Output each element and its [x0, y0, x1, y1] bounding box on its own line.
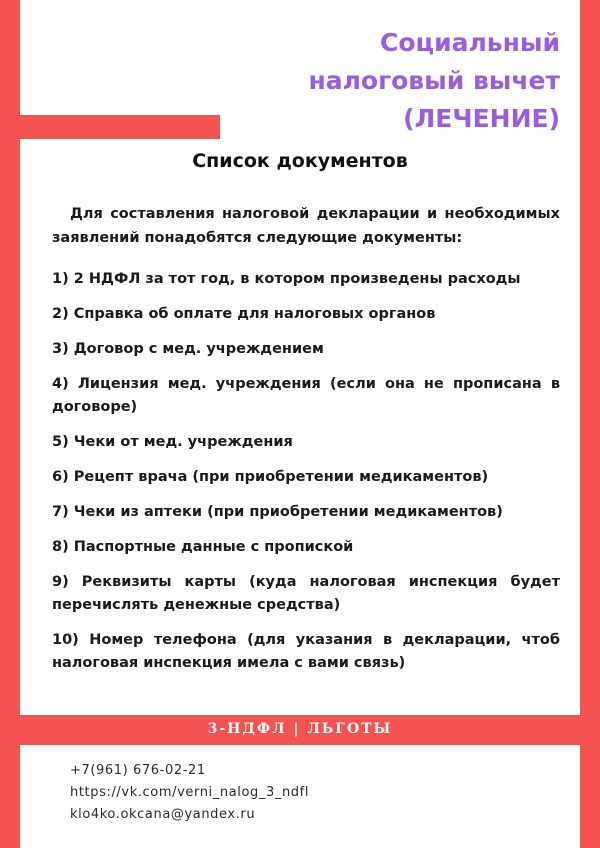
list-item: 6) Рецепт врача (при приобретении медикаментов): [52, 469, 489, 485]
page-title: [160, 24, 560, 138]
list-item: 4) Лицензия мед. учреждения (если она не прописана в договоре): [52, 376, 560, 415]
list-item: 8) Паспортные данные с пропиской: [52, 539, 354, 555]
list-item: 2) Справка об оплате для налоговых органов: [52, 306, 436, 322]
title-line-2: налоговый вычет: [308, 66, 560, 95]
title-line-3: (ЛЕЧЕНИЕ): [403, 104, 560, 133]
intro-paragraph: Для составления налоговой декларации и необходимых заявлений понадобятся следующие документы:: [52, 206, 560, 246]
contact-phone[interactable]: +7(961) 676-02-21: [70, 763, 206, 778]
list-item: 9) Реквизиты карты (куда налоговая инспекция будет перечислять денежные средства): [52, 574, 560, 613]
documents-list: [52, 268, 560, 687]
section-heading: Список документов: [192, 150, 408, 172]
list-item: 3) Договор с мед. учреждением: [52, 341, 324, 357]
list-item: 1) 2 НДФЛ за тот год, в котором произведены расходы: [52, 271, 521, 287]
contact-email[interactable]: klo4ko.okcana@yandex.ru: [70, 807, 256, 822]
footer-banner: 3-НДФЛ | ЛЬГОТЫ: [207, 721, 393, 737]
list-item: 10) Номер телефона (для указания в декларации, чтоб налоговая инспекция имела с вами связь): [52, 632, 560, 671]
contact-link[interactable]: https://vk.com/verni_nalog_3_ndfl: [70, 785, 310, 800]
contact-panel: [20, 745, 580, 848]
list-item: 7) Чеки из аптеки (при приобретении медикаментов): [52, 504, 503, 520]
list-item: 5) Чеки от мед. учреждения: [52, 434, 293, 450]
title-line-1: Социальный: [380, 28, 560, 57]
